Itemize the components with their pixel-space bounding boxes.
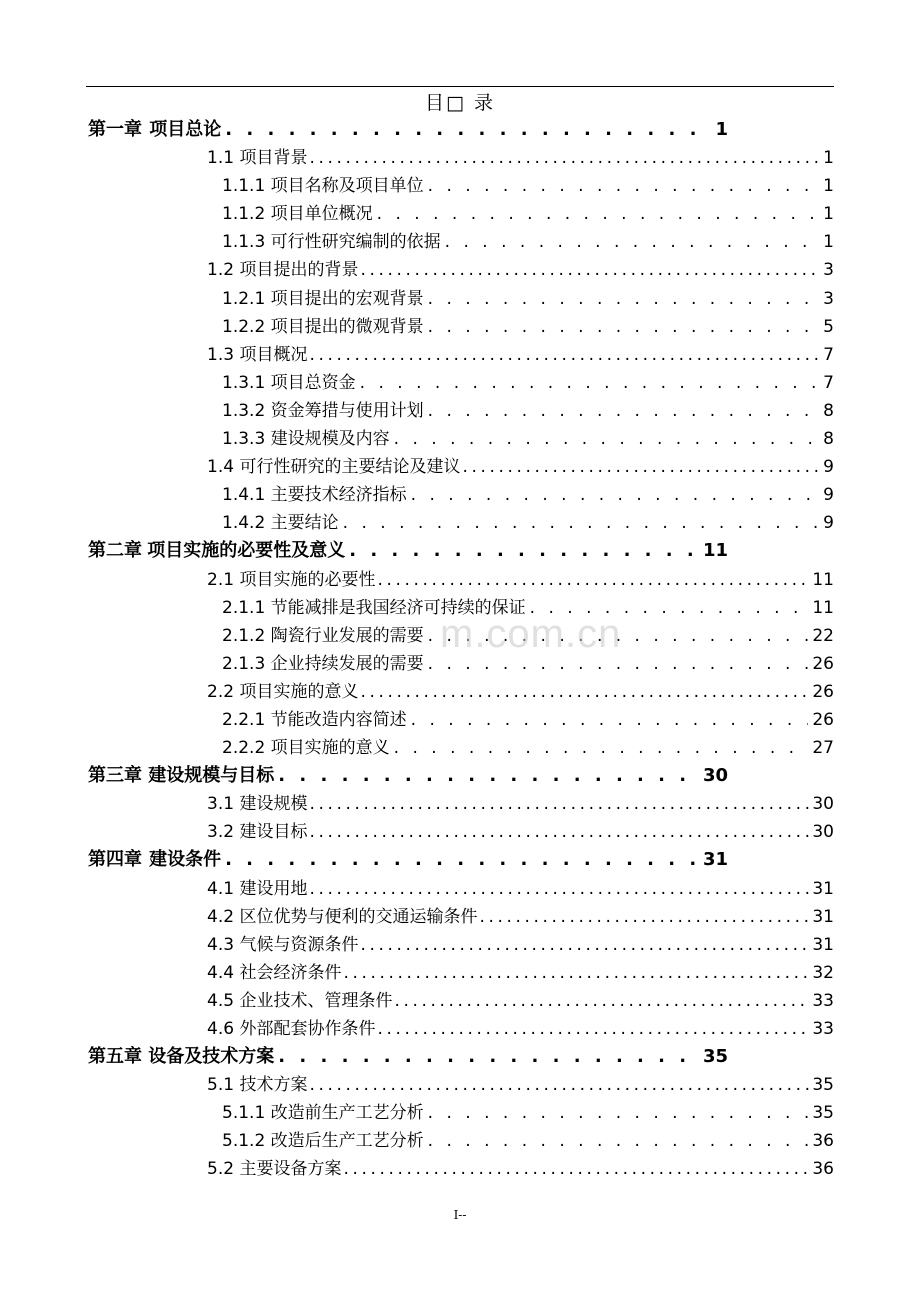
chapter-title: 建设规模与目标 <box>148 765 275 787</box>
page-number: 7 <box>823 372 834 393</box>
chapter-number: 第三章 <box>88 765 142 787</box>
dot-leader <box>309 144 821 172</box>
dot-leader <box>278 762 699 790</box>
chapter-title: 项目总论 <box>149 119 222 140</box>
toc-subsection-row[interactable] <box>0 313 920 341</box>
toc-subsection-row[interactable] <box>0 369 920 397</box>
dot-leader <box>428 313 820 341</box>
page-number: 31 <box>812 906 834 927</box>
chapter-title: 设备及技术方案 <box>148 1046 275 1068</box>
page-number: 9 <box>823 485 834 506</box>
dot-leader <box>377 200 820 228</box>
page-number: 5 <box>823 316 834 337</box>
toc-chapter-row[interactable] <box>0 846 920 874</box>
toc-entry-line <box>207 790 834 818</box>
toc-subsection-row[interactable] <box>0 509 920 537</box>
toc-subsection-row[interactable] <box>0 1127 920 1155</box>
entry-title: 1.3.2 资金筹措与使用计划 <box>222 400 424 421</box>
page-number: 8 <box>823 429 834 450</box>
page-number: 1 <box>823 148 834 169</box>
entry-title: 5.1.1 改造前生产工艺分析 <box>222 1103 424 1124</box>
entry-title: 2.2.1 节能改造内容简述 <box>222 709 407 730</box>
toc-entry-line <box>88 762 728 790</box>
dot-leader <box>428 172 820 200</box>
page-number: 35 <box>812 1075 834 1096</box>
toc-entry-line <box>222 172 834 200</box>
entry-title: 4.6 外部配套协作条件 <box>207 1019 376 1039</box>
toc-entry-line <box>222 1127 834 1155</box>
entry-title: 2.1 项目实施的必要性 <box>207 569 376 590</box>
entry-title: 1.4.1 主要技术经济指标 <box>222 485 407 506</box>
page-number: 26 <box>812 653 834 674</box>
dot-leader <box>394 425 820 453</box>
entry-title: 1.3 项目概况 <box>207 344 308 365</box>
page-number: 31 <box>812 934 834 955</box>
toc-subsection-row[interactable] <box>0 1099 920 1127</box>
toc-entry-line <box>88 537 728 565</box>
toc-section-row[interactable] <box>0 1015 920 1043</box>
watermark-text: m.com.cn <box>440 612 622 656</box>
chapter-title: 建设条件 <box>149 849 222 871</box>
toc-entry-line <box>207 875 834 903</box>
toc-section-row[interactable] <box>0 931 920 959</box>
dot-leader <box>377 1015 810 1043</box>
toc-chapter-row[interactable] <box>0 537 920 565</box>
page-number: 11 <box>812 569 834 590</box>
toc-title: 目□ 录 <box>425 92 495 114</box>
toc-subsection-row[interactable] <box>0 172 920 200</box>
toc-section-row[interactable] <box>0 790 920 818</box>
entry-title: 1.2.2 项目提出的微观背景 <box>222 316 424 337</box>
page-number: 32 <box>812 962 834 983</box>
toc-entry-line <box>207 566 834 594</box>
entry-title: 2.2 项目实施的意义 <box>207 681 359 702</box>
entry-title: 1.4 可行性研究的主要结论及建议 <box>207 457 461 478</box>
toc-chapter-row[interactable] <box>0 116 920 144</box>
toc-subsection-row[interactable] <box>0 397 920 425</box>
dot-leader <box>309 790 810 818</box>
page-number: 9 <box>823 457 834 478</box>
dot-leader <box>343 1155 810 1183</box>
page-number: 9 <box>823 513 834 534</box>
page-number: 22 <box>812 625 834 646</box>
dot-leader <box>309 341 821 369</box>
toc-section-row[interactable] <box>0 1155 920 1183</box>
chapter-number: 第二章 <box>88 540 142 562</box>
page-number: 33 <box>812 1019 834 1039</box>
page-footer: I-- <box>453 1208 467 1222</box>
toc-entry-line <box>207 1015 834 1043</box>
toc-entry-line <box>222 425 834 453</box>
toc-entry-line <box>207 678 834 706</box>
page-number: 35 <box>812 1103 834 1124</box>
toc-entry-line <box>88 116 728 144</box>
page-number: 36 <box>812 1159 834 1180</box>
entry-title: 1.1.3 可行性研究编制的依据 <box>222 232 441 253</box>
page-number: 11 <box>812 597 834 618</box>
dot-leader <box>462 453 821 481</box>
dot-leader <box>360 369 820 397</box>
toc-section-row[interactable] <box>0 256 920 284</box>
toc-entry-line <box>222 1099 834 1127</box>
toc-entry-line <box>88 846 728 874</box>
toc-entry-line <box>222 397 834 425</box>
toc-entry-line <box>207 1071 834 1099</box>
page-number: 26 <box>812 681 834 702</box>
dot-leader <box>428 397 820 425</box>
entry-title: 5.1 技术方案 <box>207 1075 308 1096</box>
entry-title: 1.1.1 项目名称及项目单位 <box>222 176 424 197</box>
page-number: 1 <box>715 119 728 140</box>
toc-subsection-row[interactable] <box>0 481 920 509</box>
page-number: 3 <box>823 260 834 281</box>
page-number: 31 <box>702 849 728 871</box>
dot-leader <box>225 846 699 874</box>
entry-title: 2.2.2 项目实施的意义 <box>222 738 390 759</box>
toc-subsection-row[interactable] <box>0 734 920 762</box>
page-number: 33 <box>812 990 834 1011</box>
toc-subsection-row[interactable] <box>0 228 920 256</box>
toc-entry-line <box>207 903 834 931</box>
entry-title: 1.2 项目提出的背景 <box>207 260 359 281</box>
toc-section-row[interactable] <box>0 875 920 903</box>
toc-section-row[interactable] <box>0 987 920 1015</box>
toc-section-row[interactable] <box>0 341 920 369</box>
entry-title: 4.1 建设用地 <box>207 878 308 899</box>
toc-entry-line <box>207 1155 834 1183</box>
entry-title: 1.1.2 项目单位概况 <box>222 204 373 225</box>
entry-title: 1.2.1 项目提出的宏观背景 <box>222 288 424 309</box>
toc-entry-line <box>222 509 834 537</box>
page-number: 8 <box>823 400 834 421</box>
toc-subsection-row[interactable] <box>0 200 920 228</box>
toc-entry-line <box>222 313 834 341</box>
entry-title: 5.2 主要设备方案 <box>207 1159 342 1180</box>
entry-title: 1.4.2 主要结论 <box>222 513 339 534</box>
toc-entry-line <box>222 369 834 397</box>
toc-section-row[interactable] <box>0 453 920 481</box>
page-number: 27 <box>812 738 834 759</box>
dot-leader <box>309 875 810 903</box>
toc-chapter-row[interactable] <box>0 1043 920 1071</box>
page-number: 7 <box>823 344 834 365</box>
page-number: 1 <box>823 176 834 197</box>
toc-entry-line <box>207 987 834 1015</box>
dot-leader <box>411 706 809 734</box>
toc-entry-line <box>222 734 834 762</box>
toc-subsection-row[interactable] <box>0 285 920 313</box>
entry-title: 1.3.3 建设规模及内容 <box>222 429 390 450</box>
page-number: 30 <box>812 794 834 815</box>
entry-title: 3.2 建设目标 <box>207 822 308 843</box>
dot-leader <box>225 116 711 144</box>
toc-subsection-row[interactable] <box>0 425 920 453</box>
toc-section-row[interactable] <box>0 1071 920 1099</box>
entry-title: 2.1.3 企业持续发展的需要 <box>222 653 424 674</box>
dot-leader <box>360 678 810 706</box>
dot-leader <box>349 537 699 565</box>
toc-entry-line <box>222 228 834 256</box>
entry-title: 2.1.1 节能减排是我国经济可持续的保证 <box>222 597 526 618</box>
dot-leader <box>411 481 820 509</box>
entry-title: 1.1 项目背景 <box>207 148 308 169</box>
dot-leader <box>377 566 810 594</box>
page-number: 1 <box>823 232 834 253</box>
page-number: 26 <box>812 709 834 730</box>
toc-entry-line <box>222 706 834 734</box>
entry-title: 2.1.2 陶瓷行业发展的需要 <box>222 625 424 646</box>
chapter-number: 第五章 <box>88 1046 142 1068</box>
chapter-title: 项目实施的必要性及意义 <box>147 540 346 562</box>
toc-section-row[interactable] <box>0 818 920 846</box>
header-rule <box>86 86 834 87</box>
entry-title: 5.1.2 改造后生产工艺分析 <box>222 1131 424 1152</box>
page-number: 11 <box>702 540 728 562</box>
toc-section-row[interactable] <box>0 678 920 706</box>
toc-entry-line <box>222 285 834 313</box>
toc-entry-line <box>207 931 834 959</box>
toc-entry-line <box>222 481 834 509</box>
page-number: 3 <box>823 288 834 309</box>
toc-entry-line <box>207 959 834 987</box>
toc-entry-line <box>88 1043 728 1071</box>
entry-title: 4.5 企业技术、管理条件 <box>207 990 393 1011</box>
entry-title: 4.2 区位优势与便利的交通运输条件 <box>207 906 478 927</box>
toc-section-row[interactable] <box>0 903 920 931</box>
entry-title: 4.3 气候与资源条件 <box>207 934 359 955</box>
dot-leader <box>428 285 820 313</box>
entry-title: 4.4 社会经济条件 <box>207 962 342 983</box>
toc-entry-line <box>207 818 834 846</box>
toc-entry-line <box>222 200 834 228</box>
toc-section-row[interactable] <box>0 959 920 987</box>
dot-leader <box>309 1071 810 1099</box>
dot-leader <box>428 1099 809 1127</box>
toc-entry-line <box>207 144 834 172</box>
page-number: 30 <box>812 822 834 843</box>
dot-leader <box>343 509 820 537</box>
entry-title: 3.1 建设规模 <box>207 794 308 815</box>
toc-section-row[interactable] <box>0 566 920 594</box>
dot-leader <box>360 931 810 959</box>
dot-leader <box>278 1043 699 1071</box>
toc-entry-line <box>207 453 834 481</box>
toc-section-row[interactable] <box>0 144 920 172</box>
chapter-number: 第四章 <box>88 849 142 871</box>
page-number: 36 <box>812 1131 834 1152</box>
dot-leader <box>309 818 810 846</box>
dot-leader <box>479 903 810 931</box>
entry-title: 1.3.1 项目总资金 <box>222 372 356 393</box>
toc-entry-line <box>207 341 834 369</box>
toc-chapter-row[interactable] <box>0 762 920 790</box>
dot-leader <box>343 959 810 987</box>
page-number: 35 <box>702 1046 728 1068</box>
page-number: 1 <box>823 204 834 225</box>
chapter-number: 第一章 <box>88 119 142 140</box>
toc-subsection-row[interactable] <box>0 706 920 734</box>
page-number: 31 <box>812 878 834 899</box>
dot-leader <box>394 734 809 762</box>
toc-entry-line <box>207 256 834 284</box>
dot-leader <box>394 987 810 1015</box>
dot-leader <box>428 1127 809 1155</box>
dot-leader <box>445 228 820 256</box>
dot-leader <box>360 256 821 284</box>
page-number: 30 <box>702 765 728 787</box>
